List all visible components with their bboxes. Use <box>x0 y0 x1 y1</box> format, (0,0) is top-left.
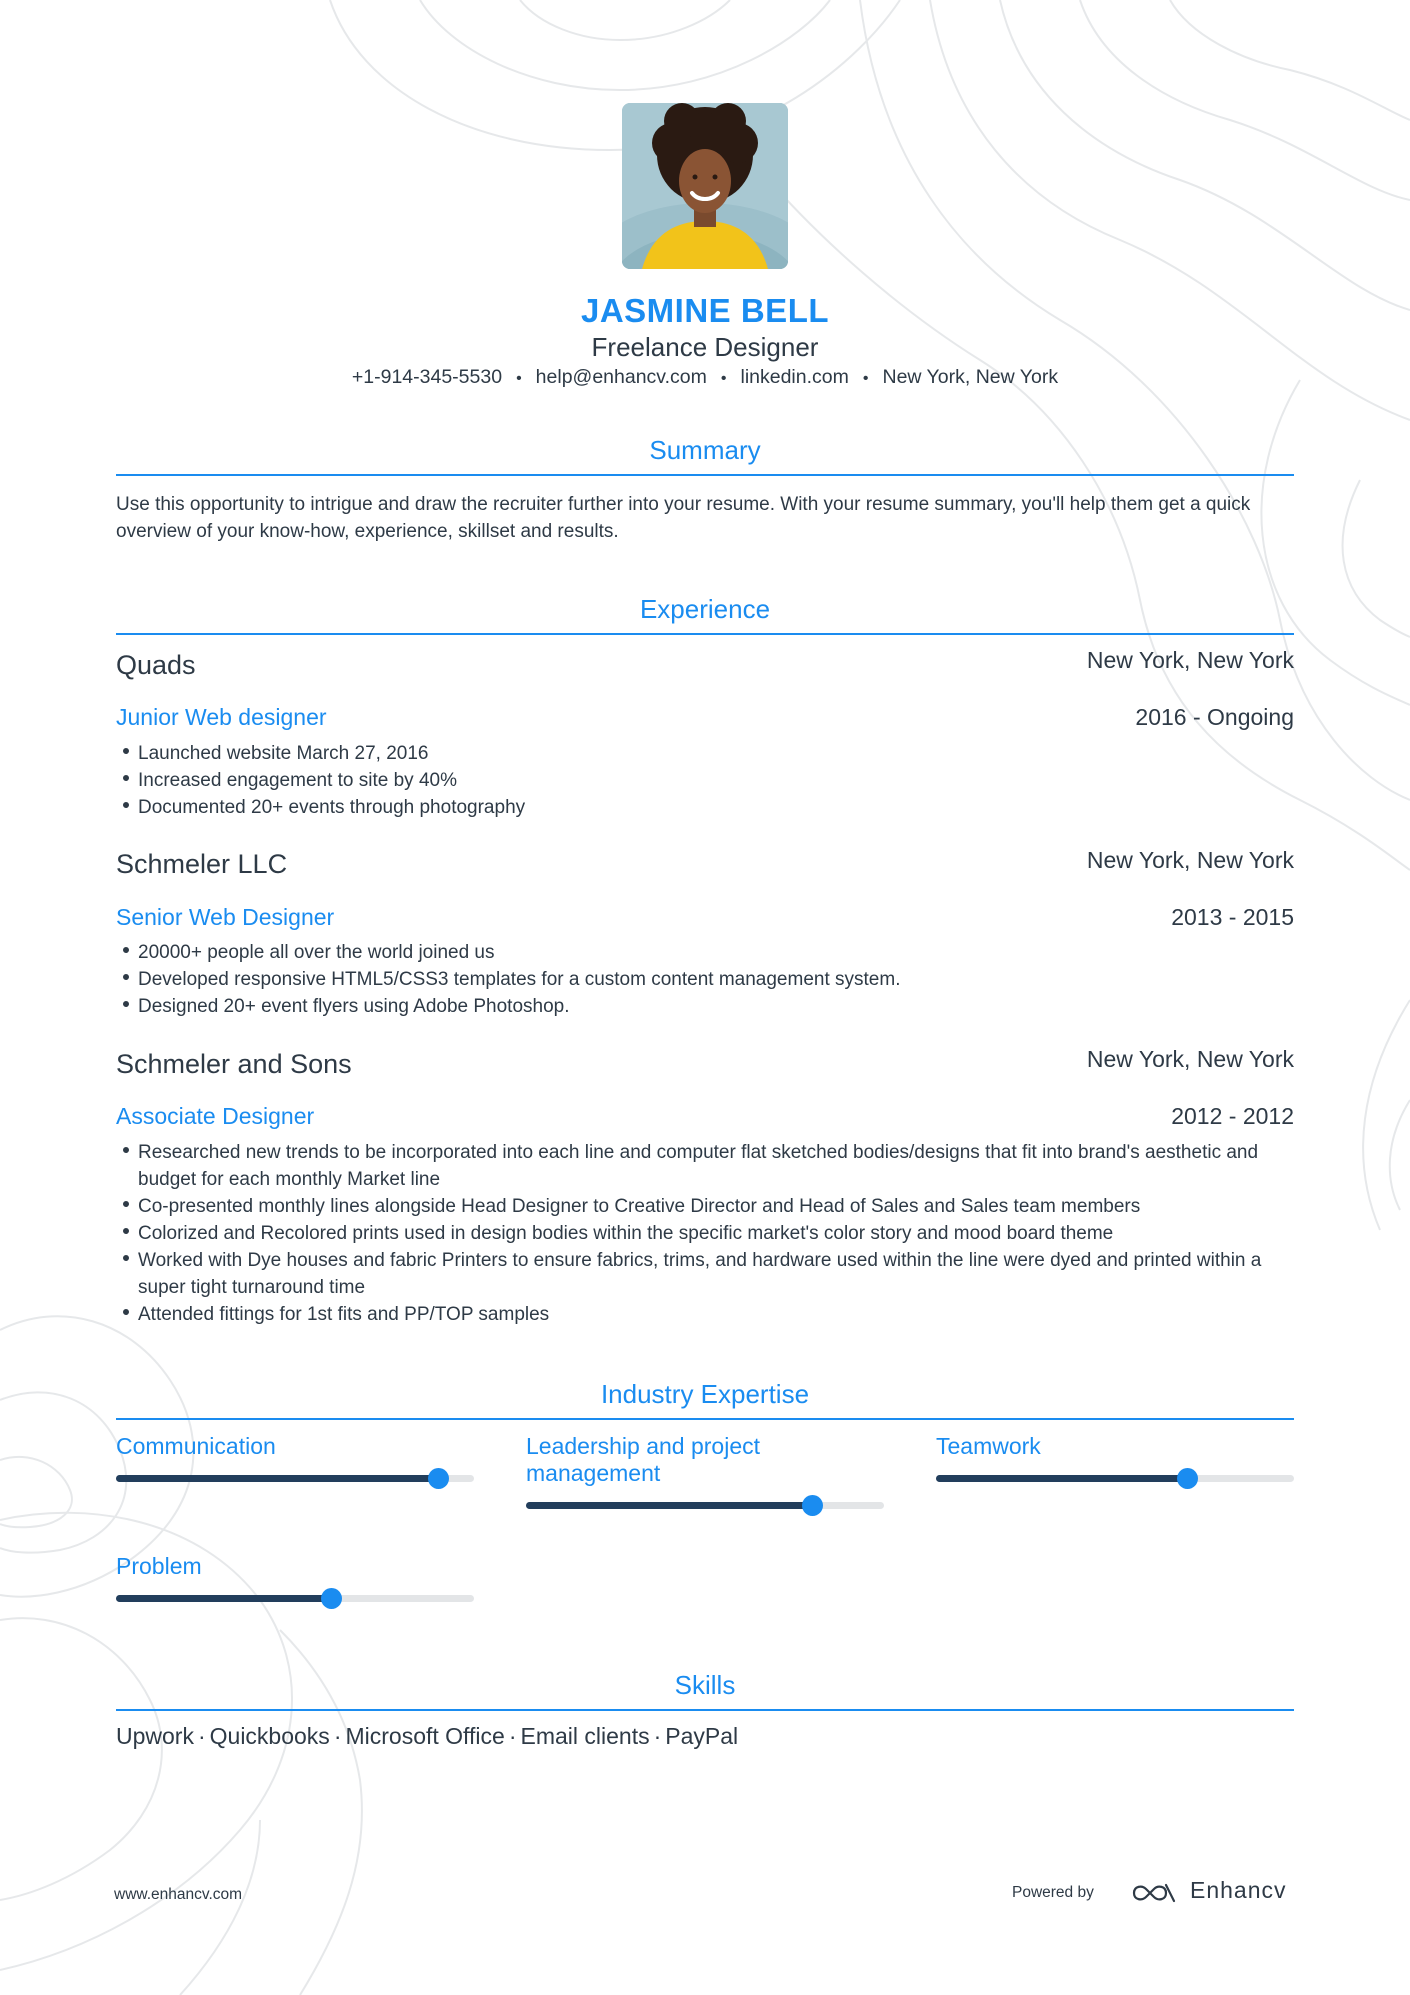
company-name: Schmeler and Sons <box>116 1049 352 1079</box>
section-divider <box>116 1418 1294 1420</box>
enhancv-logo-icon[interactable] <box>1130 1881 1178 1905</box>
section-divider <box>116 633 1294 635</box>
candidate-name: JASMINE BELL <box>580 292 830 329</box>
powered-by-label: Powered by <box>1012 1884 1094 1901</box>
level-fill <box>526 1502 812 1509</box>
level-knob <box>321 1588 342 1609</box>
skill-separator: · <box>333 1723 342 1749</box>
expertise-label: Problem <box>116 1553 202 1579</box>
job-bullets <box>116 939 1294 1020</box>
job-location: New York, New York <box>1086 1046 1294 1072</box>
job-title: Associate Designer <box>116 1103 315 1129</box>
expertise-label: Leadership and project management <box>526 1433 760 1486</box>
bullet-item: Colorized and Recolored prints used in design bodies within the specific market's color story and mood board theme <box>116 1220 1294 1247</box>
company-name: Schmeler LLC <box>116 849 288 879</box>
level-fill <box>116 1595 331 1602</box>
bullet-item: Co-presented monthly lines alongside Head Designer to Creative Director and Head of Sales and Sales team members <box>116 1193 1294 1220</box>
skill-tag: Email clients <box>520 1723 650 1749</box>
bullet-item: Launched website March 27, 2016 <box>116 740 1294 767</box>
job-title: Senior Web Designer <box>116 904 335 930</box>
expertise-label: Communication <box>116 1433 276 1459</box>
contact-separator: • <box>516 370 522 387</box>
enhancv-brand-name[interactable]: Enhancv <box>1190 1877 1287 1903</box>
skill-tag: PayPal <box>665 1723 739 1749</box>
section-divider <box>116 474 1294 476</box>
section-divider <box>116 1709 1294 1711</box>
contact-separator: • <box>862 370 869 387</box>
company-name: Quads <box>116 650 196 680</box>
summary-text: Use this opportunity to intrigue and draw the recruiter further into your resume. With your resume summary, you'll help them get a quick overview of your know-how, experience, skillset and results. <box>116 494 1251 542</box>
job-dates: 2016 - Ongoing <box>1135 704 1294 730</box>
bullet-item: Designed 20+ event flyers using Adobe Photoshop. <box>116 993 1294 1020</box>
contact-linkedin[interactable]: linkedin.com <box>740 366 849 388</box>
job-title: Junior Web designer <box>116 704 327 730</box>
expertise-level-bar <box>116 1595 474 1602</box>
job-location: New York, New York <box>1086 847 1294 873</box>
footer-website-link[interactable]: www.enhancv.com <box>114 1886 243 1903</box>
job-bullets <box>116 740 1294 821</box>
bullet-item: Documented 20+ events through photography <box>116 794 1294 821</box>
skills-list <box>116 1723 738 1750</box>
bullet-item: Worked with Dye houses and fabric Printers to ensure fabrics, trims, and hardware used within the line were dyed and printed within a super tight turnaround time <box>116 1247 1294 1301</box>
bullet-item: 20000+ people all over the world joined us <box>116 939 1294 966</box>
expertise-level-bar <box>116 1475 474 1482</box>
skill-separator: · <box>508 1723 517 1749</box>
summary-section-title: Summary <box>649 435 761 465</box>
skill-separator: · <box>653 1723 662 1749</box>
contact-location: New York, New York <box>882 366 1059 388</box>
contact-separator: • <box>720 370 727 387</box>
expertise-section-title: Industry Expertise <box>600 1379 810 1409</box>
contact-email[interactable]: help@enhancv.com <box>535 366 707 388</box>
level-knob <box>1177 1468 1198 1489</box>
contact-phone[interactable]: +1-914-345-5530 <box>351 366 503 388</box>
job-bullets <box>116 1139 1294 1328</box>
job-dates: 2013 - 2015 <box>1171 904 1294 930</box>
level-knob <box>802 1495 823 1516</box>
experience-section-title: Experience <box>639 594 771 624</box>
bullet-item: Developed responsive HTML5/CSS3 templates for a custom content management system. <box>116 966 1294 993</box>
expertise-level-bar <box>936 1475 1294 1482</box>
level-knob <box>428 1468 449 1489</box>
job-dates: 2012 - 2012 <box>1171 1103 1294 1129</box>
level-fill <box>936 1475 1187 1482</box>
skill-tag: Quickbooks <box>209 1723 330 1749</box>
skill-separator: · <box>197 1723 206 1749</box>
skills-section-title: Skills <box>674 1670 736 1700</box>
bullet-item: Increased engagement to site by 40% <box>116 767 1294 794</box>
candidate-headline: Freelance Designer <box>591 332 819 362</box>
level-fill <box>116 1475 438 1482</box>
bullet-item: Researched new trends to be incorporated into each line and computer flat sketched bodies/designs that fit into brand's aesthetic and budget for each monthly Market line <box>116 1139 1294 1193</box>
skill-tag: Microsoft Office <box>345 1723 505 1749</box>
profile-photo <box>622 103 788 269</box>
job-location: New York, New York <box>1086 647 1294 673</box>
contact-info <box>0 366 1410 389</box>
bullet-item: Attended fittings for 1st fits and PP/TOP samples <box>116 1301 1294 1328</box>
profile-photo-illustration <box>622 103 788 269</box>
skill-tag: Upwork <box>116 1723 194 1749</box>
expertise-level-bar <box>526 1502 884 1509</box>
expertise-label: Teamwork <box>936 1433 1041 1459</box>
